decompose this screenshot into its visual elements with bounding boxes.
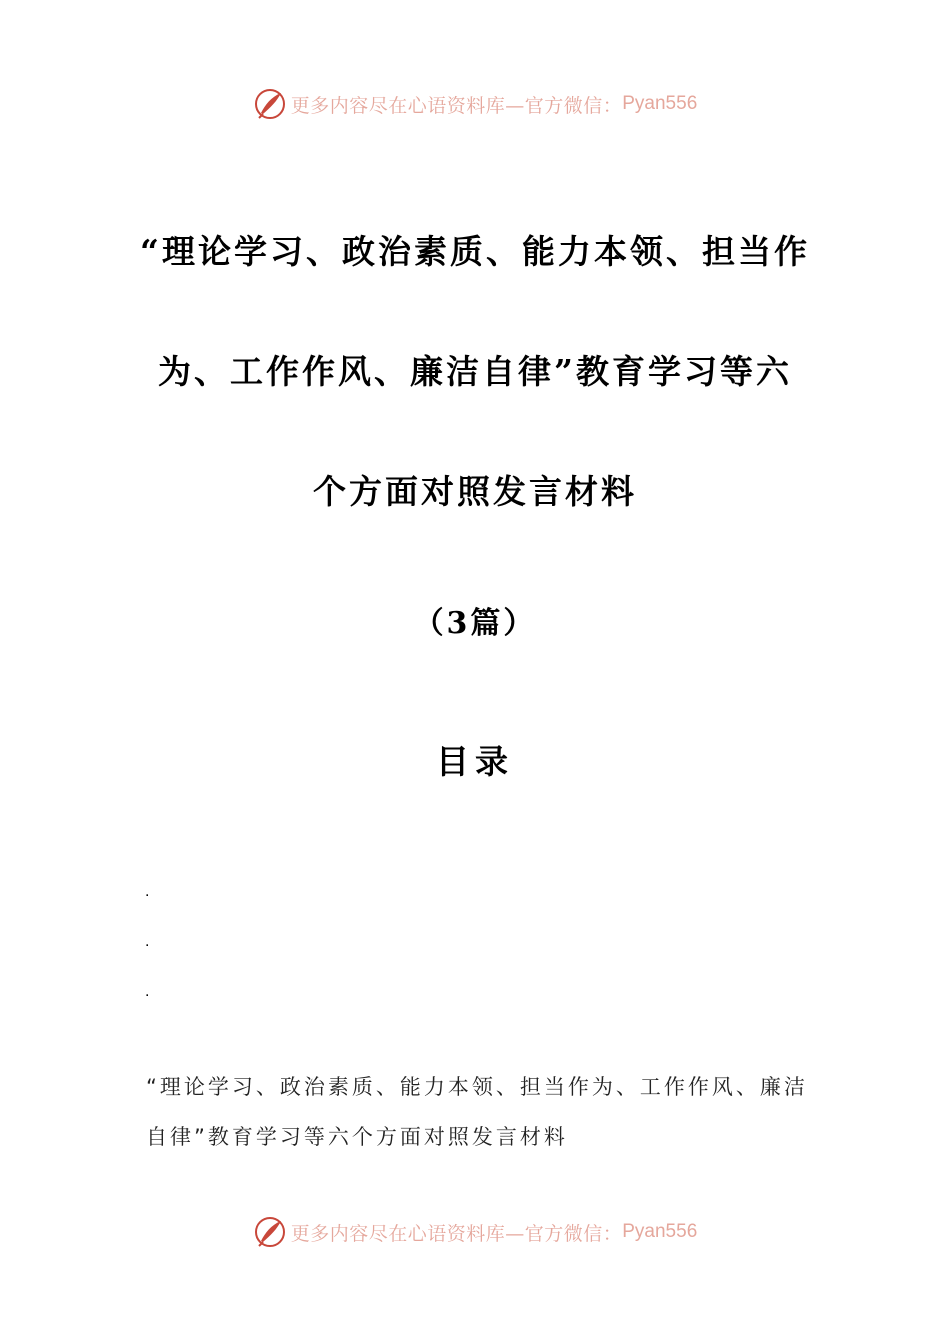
toc-dot: . xyxy=(145,883,150,900)
toc-heading: 目录 xyxy=(436,742,514,781)
quill-logo-icon xyxy=(253,1215,287,1249)
toc-entry[interactable]: “理论学习、政治素质、能力本领、担当作为、工作作风、廉洁自律”教育学习等六个方面对照发言材料 xyxy=(146,1075,808,1149)
watermark-text: 更多内容尽在心语资料库—官方微信： xyxy=(290,94,623,117)
quill-logo-icon xyxy=(253,87,287,121)
toc-dot: . xyxy=(145,933,150,950)
watermark-text: 更多内容尽在心语资料库—官方微信： xyxy=(290,1222,623,1245)
watermark-wechat-id: Pyan556 xyxy=(622,93,698,114)
title-line-1: “理论学习、政治素质、能力本领、担当作 xyxy=(140,232,810,271)
title-line-2: 为、工作作风、廉洁自律”教育学习等六 xyxy=(158,352,792,391)
footer-watermark xyxy=(0,1212,950,1252)
toc-dot: . xyxy=(145,983,150,1000)
header-watermark xyxy=(0,84,950,124)
title-count: （3篇） xyxy=(413,606,537,641)
watermark-wechat-id: Pyan556 xyxy=(622,1221,698,1242)
title-line-3: 个方面对照发言材料 xyxy=(313,472,637,511)
